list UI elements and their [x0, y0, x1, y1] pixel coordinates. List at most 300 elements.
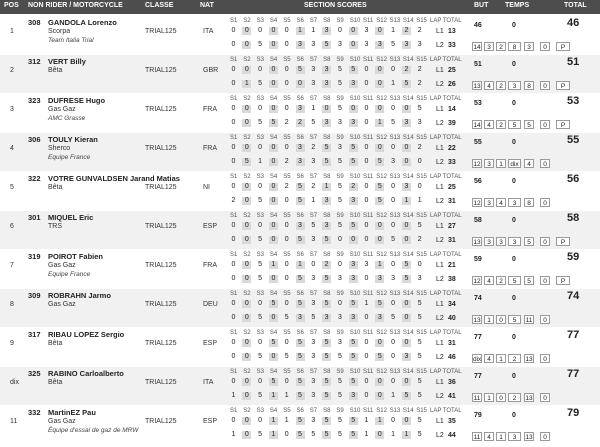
position-number: 7: [10, 262, 14, 269]
stat-count: 3: [508, 81, 521, 90]
stat-count: 8: [508, 42, 521, 51]
section-label: S12: [376, 18, 387, 24]
lap2-score: 3: [402, 41, 411, 49]
motorcycle-brand: TRS: [48, 223, 62, 230]
lap1-score: 0: [269, 183, 278, 191]
lap2-score: 1: [231, 431, 236, 438]
lap1-score: 5: [349, 300, 358, 308]
lap2-score: 3: [349, 314, 358, 322]
section-label: S15: [416, 408, 427, 414]
section-label: S5: [283, 18, 291, 24]
section-label: S7: [309, 135, 318, 141]
lap1-score: 5: [349, 378, 358, 386]
stat-count: 13: [473, 239, 481, 246]
section-label: S11: [363, 330, 374, 336]
rider-number: 322: [28, 174, 41, 183]
lap2-score: 5: [337, 392, 342, 399]
rider-number: 317: [28, 330, 41, 339]
section-label: S12: [376, 96, 387, 102]
lap1-score: 0: [364, 105, 369, 112]
lap2-score: 0: [242, 431, 251, 439]
section-label: S12: [376, 408, 387, 414]
lap2-score: 5: [391, 236, 396, 243]
rider-name: TOULY Kieran: [48, 135, 98, 144]
stat-count: 0: [540, 42, 550, 51]
penalty-box: P: [556, 81, 570, 90]
lap2-score: 3: [375, 41, 384, 49]
lap2-total: 41: [448, 393, 456, 400]
section-label: S1: [230, 213, 238, 219]
lap1-score: 0: [349, 27, 358, 35]
lap2-score: 3: [337, 119, 342, 126]
grand-total: 79: [567, 407, 580, 419]
lap2-score: 3: [296, 314, 305, 322]
lap2-score: 3: [417, 41, 422, 48]
stat-count: 8: [524, 81, 534, 90]
lap2-score: 0: [364, 119, 369, 126]
lap1-score: 5: [311, 222, 316, 229]
stat-count: 4: [496, 198, 506, 207]
stat-count: dix: [508, 159, 521, 168]
section-label: S5: [283, 213, 291, 219]
lap-total-label: LAP TOTAL: [430, 408, 462, 414]
lap1-score: 0: [231, 261, 236, 268]
lap1-total: 36: [448, 379, 456, 386]
lap2-total: 38: [448, 276, 456, 283]
section-label: S8: [323, 213, 331, 219]
section-label: S12: [376, 369, 387, 375]
class-name: TRIAL125: [145, 145, 177, 152]
points-but: 79: [474, 412, 482, 419]
section-label: S15: [416, 291, 427, 297]
time-penalty: 0: [512, 22, 516, 29]
stat-count: 4: [484, 120, 494, 129]
section-label: S6: [296, 252, 304, 258]
lap2-score: 0: [364, 158, 369, 165]
lap2-score: 3: [296, 41, 305, 49]
motorcycle-brand: Gas Gaz: [48, 301, 76, 308]
section-label: S13: [389, 57, 401, 63]
lap1-score: 3: [311, 66, 316, 73]
lap2-score: 0: [296, 80, 305, 88]
rider-row[interactable]: [0, 367, 600, 405]
lap1-label: L1: [436, 67, 444, 74]
lap1-score: 0: [391, 339, 396, 346]
lap2-total: 33: [448, 159, 456, 166]
stat-count: 3: [484, 237, 494, 246]
lap2-score: 3: [337, 275, 342, 282]
lap-total-label: LAP TOTAL: [430, 330, 462, 336]
lap2-score: 5: [322, 392, 331, 400]
lap1-score: 0: [231, 339, 236, 346]
section-label: S12: [376, 252, 387, 258]
lap2-score: 5: [242, 158, 251, 166]
lap2-score: 5: [322, 431, 331, 439]
lap2-score: 5: [258, 80, 263, 87]
section-label: S2: [243, 96, 251, 102]
position-number: 11: [10, 418, 18, 425]
section-label: S12: [376, 57, 387, 63]
lap2-score: 0: [242, 119, 251, 127]
lap2-score: 5: [375, 197, 384, 205]
lap2-score: 0: [402, 236, 411, 244]
lap1-score: 5: [269, 339, 278, 347]
position-number: 8: [10, 301, 14, 308]
lap2-score: 5: [391, 314, 396, 321]
stat-count: 0: [540, 237, 550, 246]
section-label: S8: [323, 174, 331, 180]
lap2-score: 5: [322, 158, 331, 166]
lap1-total: 22: [448, 145, 456, 152]
header-but: BUT: [474, 2, 489, 9]
stat-count: 5: [508, 315, 521, 324]
section-label: S12: [376, 174, 387, 180]
lap1-score: 2: [417, 66, 422, 73]
section-label: S11: [363, 252, 374, 258]
lap2-score: 3: [349, 392, 358, 400]
stat-count: 5: [508, 120, 521, 129]
lap2-score: 0: [269, 158, 278, 166]
section-label: S2: [243, 291, 251, 297]
lap2-score: 0: [269, 314, 278, 322]
lap1-score: 5: [269, 300, 278, 308]
lap1-score: 1: [375, 261, 384, 269]
stat-count: 1: [484, 393, 494, 402]
lap1-score: 0: [402, 300, 411, 308]
lap2-score: 0: [242, 197, 251, 205]
lap1-score: 2: [349, 183, 358, 191]
section-label: S3: [256, 96, 264, 102]
position-number: 5: [10, 184, 14, 191]
lap1-score: 0: [231, 222, 236, 229]
lap1-score: 0: [284, 300, 289, 307]
lap2-total: 31: [448, 237, 456, 244]
lap1-score: 2: [311, 183, 316, 190]
lap2-score: 3: [296, 158, 305, 166]
lap2-score: 0: [391, 197, 396, 204]
lap2-label: L2: [436, 198, 444, 205]
stat-count: 14: [473, 122, 481, 129]
lap2-score: 0: [231, 314, 236, 321]
lap-total-label: LAP TOTAL: [430, 57, 462, 63]
stat-count: 11: [473, 395, 481, 402]
section-label: S7: [309, 291, 318, 297]
lap2-label: L2: [436, 42, 444, 49]
section-label: S10: [349, 213, 361, 219]
lap2-score: 0: [375, 392, 384, 400]
lap2-score: 3: [322, 80, 331, 88]
lap2-score: 1: [311, 197, 316, 204]
stat-count: 4: [484, 81, 494, 90]
section-label: S10: [349, 96, 361, 102]
lap2-score: 5: [417, 431, 422, 438]
rider-row[interactable]: [0, 16, 600, 54]
lap1-label: L1: [436, 301, 444, 308]
rider-row[interactable]: [0, 328, 600, 366]
lap1-score: 1: [269, 261, 278, 269]
lap1-total: 35: [448, 418, 456, 425]
stat-count: 0: [540, 159, 550, 168]
lap1-score: 1: [284, 417, 289, 424]
lap2-score: 0: [284, 80, 289, 87]
section-label: S3: [256, 369, 264, 375]
class-name: TRIAL125: [145, 301, 177, 308]
lap1-score: 0: [402, 222, 411, 230]
section-label: S15: [416, 213, 427, 219]
section-label: S6: [296, 213, 304, 219]
rider-number: 319: [28, 252, 41, 261]
lap2-score: 0: [402, 158, 411, 166]
lap2-score: 5: [337, 158, 342, 165]
section-label: S5: [283, 291, 291, 297]
section-label: S5: [283, 369, 291, 375]
points-but: 55: [474, 139, 482, 146]
lap1-score: 0: [242, 378, 251, 386]
lap2-score: 5: [402, 392, 411, 400]
section-label: S3: [256, 252, 264, 258]
lap1-score: 0: [391, 222, 396, 229]
section-label: S4: [269, 291, 278, 297]
class-name: TRIAL125: [145, 106, 177, 113]
lap2-score: 0: [349, 236, 358, 244]
lap2-score: 5: [296, 353, 305, 361]
lap1-score: 1: [375, 417, 384, 425]
lap1-score: 0: [242, 183, 251, 191]
stat-count: 2: [496, 276, 506, 285]
section-label: S13: [389, 96, 401, 102]
lap1-label: L1: [436, 340, 444, 347]
lap1-total: 34: [448, 301, 456, 308]
time-penalty: 0: [512, 178, 516, 185]
rider-name: GANDOLA Lorenzo: [48, 18, 117, 27]
section-label: S5: [283, 408, 291, 414]
section-label: S4: [269, 18, 278, 24]
lap2-total: 33: [448, 42, 456, 49]
lap2-score: 3: [417, 275, 422, 282]
lap1-score: 3: [337, 144, 342, 151]
stat-count: 8: [524, 198, 534, 207]
rider-row[interactable]: [0, 289, 600, 327]
section-label: S15: [416, 369, 427, 375]
lap-total-label: LAP TOTAL: [430, 174, 462, 180]
rider-row[interactable]: [0, 211, 600, 249]
lap1-score: 5: [349, 222, 358, 230]
points-but: 74: [474, 295, 482, 302]
rider-row[interactable]: [0, 94, 600, 132]
section-label: S4: [269, 174, 278, 180]
section-label: S7: [309, 174, 318, 180]
stat-count: 0: [540, 393, 550, 402]
team-name: Equipe France: [48, 154, 91, 161]
lap2-score: 1: [391, 80, 396, 87]
lap1-score: 3: [311, 339, 316, 346]
rider-row[interactable]: [0, 406, 600, 444]
position-number: 9: [10, 340, 14, 347]
lap1-label: L1: [436, 418, 444, 425]
lap2-score: 0: [417, 158, 422, 165]
lap1-score: 5: [337, 183, 342, 190]
lap1-score: 3: [311, 378, 316, 385]
time-penalty: 0: [512, 100, 516, 107]
section-label: S3: [256, 57, 264, 63]
section-label: S7: [309, 252, 318, 258]
lap1-score: 0: [402, 339, 411, 347]
section-label: S3: [256, 174, 264, 180]
lap2-score: 5: [322, 353, 331, 361]
lap1-score: 5: [258, 261, 263, 268]
section-label: S3: [256, 330, 264, 336]
lap2-total: 46: [448, 354, 456, 361]
stat-count: 3: [508, 237, 521, 246]
lap1-score: 0: [258, 417, 263, 424]
section-label: S6: [296, 408, 304, 414]
lap2-score: 0: [231, 119, 236, 126]
lap1-score: 0: [269, 144, 278, 152]
lap2-score: 0: [284, 275, 289, 282]
section-label: S10: [349, 252, 361, 258]
section-label: S4: [269, 135, 278, 141]
rider-row[interactable]: [0, 172, 600, 210]
header-section-scores: SECTION SCORES: [304, 2, 367, 9]
lap1-score: 3: [364, 27, 369, 34]
lap2-score: 1: [391, 392, 396, 399]
section-label: S8: [323, 291, 331, 297]
nationality: FRA: [203, 145, 217, 152]
lap1-score: 5: [417, 417, 422, 424]
section-label: S6: [296, 291, 304, 297]
lap1-score: 0: [375, 66, 384, 74]
lap2-score: 1: [231, 392, 236, 399]
lap1-score: 0: [402, 378, 411, 386]
lap1-score: 0: [258, 378, 263, 385]
lap-total-label: LAP TOTAL: [430, 252, 462, 258]
points-but: 77: [474, 373, 482, 380]
section-label: S13: [389, 213, 401, 219]
section-label: S6: [296, 330, 304, 336]
lap2-score: 1: [269, 431, 278, 439]
lap1-label: L1: [436, 379, 444, 386]
lap2-score: 2: [284, 158, 289, 165]
time-penalty: 0: [512, 412, 516, 419]
stat-count: 2: [496, 81, 506, 90]
section-label: S8: [323, 57, 331, 63]
lap2-score: 2: [296, 119, 305, 127]
section-label: S10: [349, 408, 361, 414]
lap2-score: 0: [364, 314, 369, 321]
section-label: S1: [230, 408, 238, 414]
motorcycle-brand: Bêta: [48, 340, 63, 347]
time-penalty: 0: [512, 217, 516, 224]
section-label: S9: [336, 408, 344, 414]
section-label: S15: [416, 135, 427, 141]
lap2-total: 26: [448, 81, 456, 88]
lap1-score: 0: [269, 105, 278, 113]
section-label: S14: [402, 369, 414, 375]
section-label: S4: [269, 369, 278, 375]
table-header: [0, 0, 600, 14]
time-penalty: 0: [512, 334, 516, 341]
lap2-score: 0: [242, 353, 251, 361]
section-label: S11: [363, 291, 374, 297]
lap1-score: 0: [375, 27, 384, 35]
lap2-score: 0: [284, 431, 289, 438]
section-label: S12: [376, 330, 387, 336]
stat-count: 0: [540, 315, 550, 324]
section-label: S9: [336, 174, 344, 180]
section-label: S13: [389, 369, 401, 375]
lap1-score: 0: [375, 144, 384, 152]
lap2-score: 0: [364, 275, 369, 282]
position-number: 6: [10, 223, 14, 230]
stat-count: 3: [524, 42, 534, 51]
section-label: S10: [349, 18, 361, 24]
section-label: S2: [243, 369, 251, 375]
lap2-score: 1: [284, 392, 289, 399]
nationality: ESP: [203, 418, 218, 425]
stat-count: 0: [540, 120, 550, 129]
rider-row[interactable]: [0, 133, 600, 171]
lap1-score: 0: [417, 183, 422, 190]
rider-row[interactable]: [0, 250, 600, 288]
lap2-label: L2: [436, 393, 444, 400]
lap1-score: 0: [349, 105, 358, 113]
lap1-score: 0: [402, 144, 411, 152]
lap2-label: L2: [436, 159, 444, 166]
section-label: S1: [230, 369, 238, 375]
section-label: S15: [416, 57, 427, 63]
section-label: S3: [256, 291, 264, 297]
lap1-score: 0: [364, 144, 369, 151]
lap2-score: 5: [322, 236, 331, 244]
section-label: S8: [323, 330, 331, 336]
penalty-box: P: [556, 237, 570, 246]
section-label: S8: [323, 252, 331, 258]
stat-count: 4: [524, 159, 534, 168]
lap1-score: 5: [296, 378, 305, 386]
lap1-score: 5: [322, 144, 331, 152]
lap1-score: 5: [349, 66, 358, 74]
lap2-score: 3: [311, 80, 316, 87]
section-label: S2: [243, 135, 251, 141]
section-label: S13: [389, 408, 401, 414]
lap2-score: 0: [364, 392, 369, 399]
rider-number: 301: [28, 213, 41, 222]
stat-count: 3: [484, 198, 494, 207]
lap2-score: 5: [322, 41, 331, 49]
section-label: S15: [416, 18, 427, 24]
rider-number: 332: [28, 408, 41, 417]
lap2-score: 0: [231, 158, 236, 165]
lap1-score: 1: [364, 300, 369, 307]
lap1-score: 0: [322, 105, 331, 113]
rider-row[interactable]: [0, 55, 600, 93]
section-label: S1: [230, 291, 238, 297]
lap1-score: 0: [375, 105, 384, 113]
stat-count: 13: [525, 395, 533, 402]
section-label: S4: [269, 57, 278, 63]
lap2-score: 5: [258, 275, 263, 282]
lap1-score: 0: [402, 417, 411, 425]
lap1-score: 5: [269, 378, 278, 386]
lap1-score: 3: [402, 183, 411, 191]
lap1-score: 5: [417, 300, 422, 307]
lap2-score: 5: [375, 158, 384, 166]
motorcycle-brand: Bêta: [48, 184, 63, 191]
lap-total-label: LAP TOTAL: [430, 18, 462, 24]
lap1-score: 0: [231, 417, 236, 424]
lap1-score: 0: [284, 27, 289, 34]
section-label: S1: [230, 18, 238, 24]
